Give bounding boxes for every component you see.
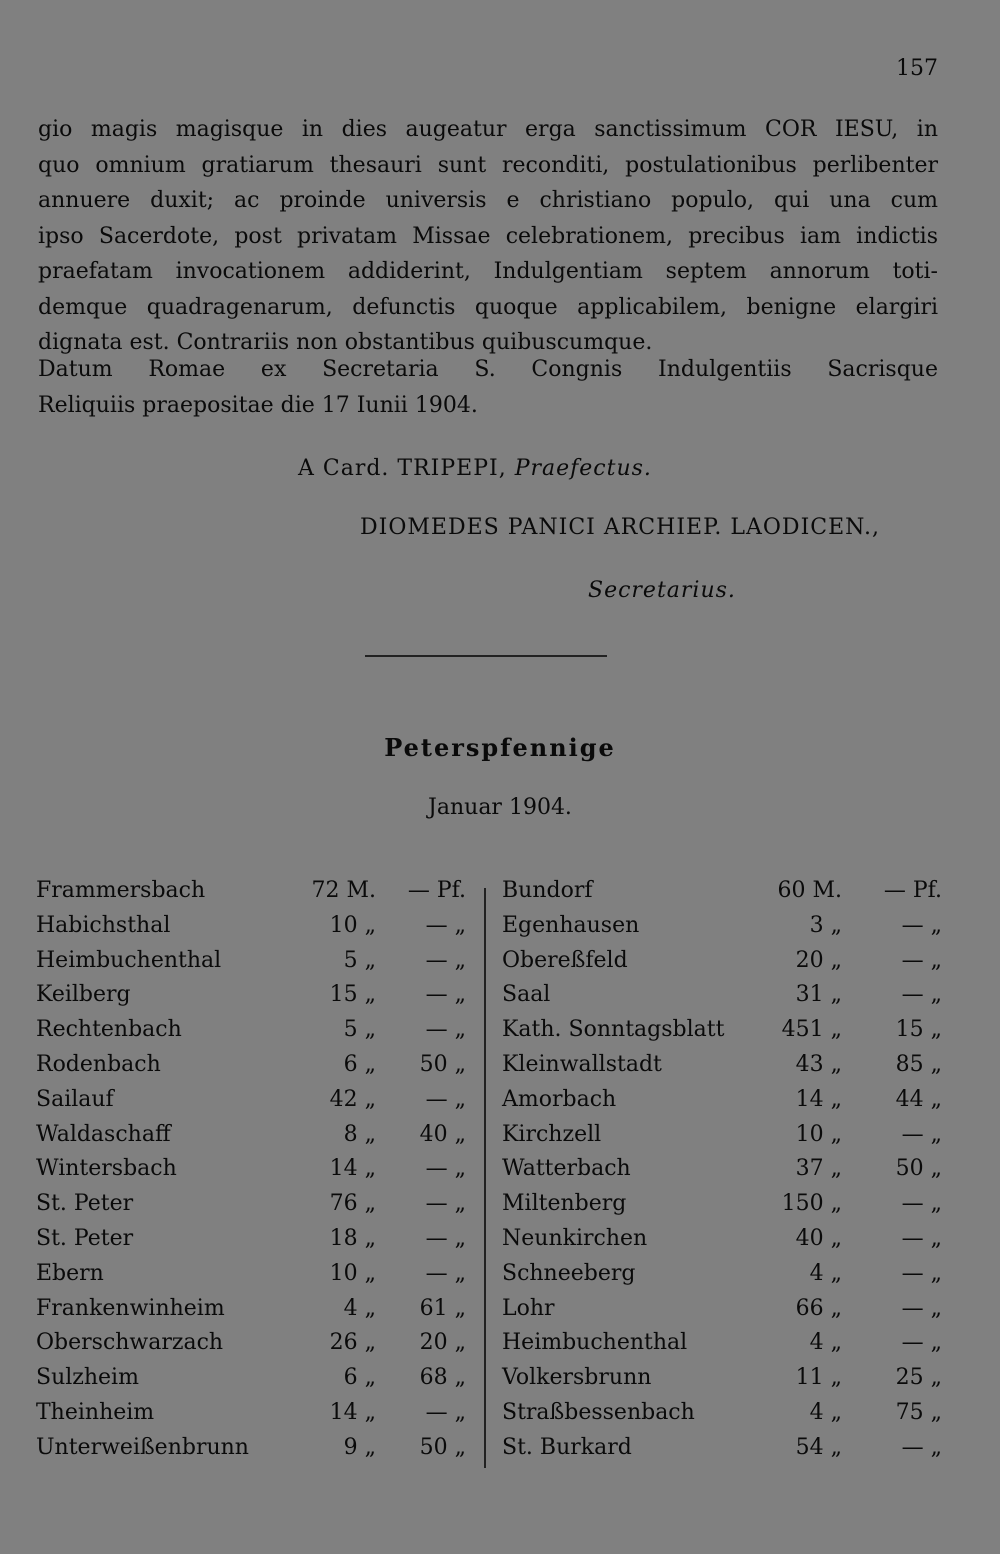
place-name: St. Peter (36, 1191, 134, 1217)
decree-paragraph (38, 112, 938, 361)
donation-row (36, 1156, 466, 1191)
place-name: Straßbessenbach (502, 1399, 695, 1425)
donation-row (36, 948, 466, 983)
pfennig-amount: — „ (425, 1191, 466, 1217)
donation-row (36, 1052, 466, 1087)
prefect-title: Praefectus. (514, 456, 652, 481)
place-name: Bundorf (502, 878, 593, 903)
pfennig-amount: 85 „ (895, 1051, 942, 1077)
section-subheading: Januar 1904. (428, 795, 572, 820)
place-name: Sulzheim (36, 1365, 139, 1391)
pfennig-amount: — „ (901, 1330, 942, 1356)
donation-row (502, 1435, 942, 1470)
text-line: demque quadragenarum, defunctis quoque applicabilem, benigne elargiri (38, 294, 938, 320)
place-name: Neunkirchen (502, 1225, 648, 1251)
donation-row (36, 1191, 466, 1226)
place-name: Schneeberg (502, 1260, 636, 1286)
place-name: Frankenwinheim (36, 1295, 225, 1321)
text-line: quo omnium gratiarum thesauri sunt reconditi, postulationibus perlibenter (38, 152, 938, 178)
mark-amount: 18 „ (329, 1225, 376, 1251)
signature-prefect (298, 456, 652, 481)
donation-row (36, 1017, 466, 1052)
donation-row (36, 1400, 466, 1435)
mark-amount: 66 „ (795, 1295, 842, 1321)
mark-amount: 10 „ (795, 1121, 842, 1147)
donation-row (36, 1435, 466, 1470)
place-name: Wintersbach (36, 1156, 177, 1182)
pfennig-amount: — „ (901, 1434, 942, 1460)
pfennig-amount: 50 „ (419, 1434, 466, 1460)
donation-row (36, 878, 466, 913)
pfennig-amount: — „ (425, 1399, 466, 1425)
donation-row (502, 948, 942, 983)
pfennig-amount: — „ (901, 1225, 942, 1251)
pfennig-amount: 50 „ (895, 1156, 942, 1182)
donation-row (502, 1261, 942, 1296)
pfennig-amount: — „ (425, 912, 466, 938)
donation-row (502, 1156, 942, 1191)
place-name: St. Peter (36, 1225, 134, 1251)
text-line: gio magis magisque in dies augeatur erga sanctissimum COR IESU, in (38, 117, 938, 142)
mark-amount: 72 M. (311, 878, 376, 903)
pfennig-amount: — Pf. (407, 878, 466, 903)
donation-row (502, 1226, 942, 1261)
mark-amount: 150 „ (781, 1191, 842, 1217)
donations-left-column (36, 878, 466, 1470)
donation-row (502, 1052, 942, 1087)
pfennig-amount: — „ (901, 912, 942, 938)
place-name: St. Burkard (502, 1434, 632, 1460)
mark-amount: 11 „ (795, 1365, 842, 1391)
prefect-name: A Card. TRIPEPI, (298, 456, 515, 481)
place-name: Ebern (36, 1260, 104, 1286)
mark-amount: 76 „ (329, 1191, 376, 1217)
date-paragraph (38, 352, 938, 423)
donation-row (502, 982, 942, 1017)
donation-row (502, 1191, 942, 1226)
pfennig-amount: — „ (425, 1086, 466, 1112)
place-name: Habichsthal (36, 912, 171, 938)
pfennig-amount: — „ (901, 1260, 942, 1286)
pfennig-amount: 15 „ (895, 1017, 942, 1043)
section-heading: Peterspfennige (384, 733, 616, 762)
place-name: Obereßfeld (502, 947, 628, 973)
text-line: ipso Sacerdote, post privatam Missae celebrationem, precibus iam indictis (38, 223, 938, 249)
column-divider (484, 888, 486, 1468)
pfennig-amount: 20 „ (419, 1330, 466, 1356)
donation-row (36, 1226, 466, 1261)
text-line: dignata est. Contrariis non obstantibus quibuscumque. (38, 330, 653, 355)
place-name: Unterweißenbrunn (36, 1434, 249, 1460)
mark-amount: 60 M. (777, 878, 842, 903)
mark-amount: 10 „ (329, 1260, 376, 1286)
donation-row (36, 1296, 466, 1331)
pfennig-amount: — „ (901, 1295, 942, 1321)
mark-amount: 14 „ (329, 1156, 376, 1182)
mark-amount: 4 „ (809, 1330, 842, 1356)
donation-row (502, 1330, 942, 1365)
donation-row (502, 1400, 942, 1435)
donation-row (36, 1122, 466, 1157)
pfennig-amount: 50 „ (419, 1051, 466, 1077)
page-number: 157 (896, 56, 938, 81)
place-name: Amorbach (502, 1086, 617, 1112)
mark-amount: 15 „ (329, 982, 376, 1008)
mark-amount: 10 „ (329, 912, 376, 938)
mark-amount: 26 „ (329, 1330, 376, 1356)
mark-amount: 4 „ (343, 1295, 376, 1321)
pfennig-amount: 44 „ (895, 1086, 942, 1112)
pfennig-amount: 75 „ (895, 1399, 942, 1425)
place-name: Waldaschaff (36, 1121, 171, 1147)
place-name: Sailauf (36, 1086, 114, 1112)
place-name: Oberschwarzach (36, 1330, 224, 1356)
pfennig-amount: — „ (901, 1121, 942, 1147)
donations-right-column (502, 878, 942, 1470)
donation-row (502, 1365, 942, 1400)
donation-row (36, 1087, 466, 1122)
pfennig-amount: — „ (425, 982, 466, 1008)
mark-amount: 4 „ (809, 1399, 842, 1425)
mark-amount: 37 „ (795, 1156, 842, 1182)
pfennig-amount: 61 „ (419, 1295, 466, 1321)
place-name: Miltenberg (502, 1191, 627, 1217)
mark-amount: 40 „ (795, 1225, 842, 1251)
place-name: Keilberg (36, 982, 131, 1008)
mark-amount: 3 „ (809, 912, 842, 938)
donation-row (502, 1017, 942, 1052)
mark-amount: 42 „ (329, 1086, 376, 1112)
mark-amount: 6 „ (343, 1051, 376, 1077)
place-name: Rodenbach (36, 1051, 161, 1077)
pfennig-amount: — „ (425, 1260, 466, 1286)
place-name: Kleinwallstadt (502, 1051, 662, 1077)
mark-amount: 9 „ (343, 1434, 376, 1460)
signature-archbishop: DIOMEDES PANICI ARCHIEP. LAODICEN., (360, 515, 880, 540)
section-divider (365, 655, 607, 657)
mark-amount: 5 „ (343, 1017, 376, 1043)
place-name: Kirchzell (502, 1121, 602, 1147)
text-line: Datum Romae ex Secretaria S. Congnis Indulgentiis Sacrisque (38, 357, 938, 382)
place-name: Frammersbach (36, 878, 206, 903)
place-name: Egenhausen (502, 912, 640, 938)
place-name: Lohr (502, 1295, 555, 1321)
donation-row (502, 878, 942, 913)
mark-amount: 54 „ (795, 1434, 842, 1460)
place-name: Heimbuchenthal (36, 947, 222, 973)
donation-row (36, 982, 466, 1017)
donation-row (502, 1122, 942, 1157)
place-name: Watterbach (502, 1156, 631, 1182)
mark-amount: 451 „ (781, 1017, 842, 1043)
place-name: Kath. Sonntagsblatt (502, 1017, 725, 1043)
pfennig-amount: — „ (901, 982, 942, 1008)
pfennig-amount: — „ (425, 947, 466, 973)
pfennig-amount: 25 „ (895, 1365, 942, 1391)
donation-row (502, 913, 942, 948)
mark-amount: 20 „ (795, 947, 842, 973)
mark-amount: 6 „ (343, 1365, 376, 1391)
place-name: Saal (502, 982, 551, 1008)
donation-row (36, 1261, 466, 1296)
pfennig-amount: 68 „ (419, 1365, 466, 1391)
text-line: annuere duxit; ac proinde universis e christiano populo, qui una cum (38, 188, 938, 213)
pfennig-amount: — „ (901, 1191, 942, 1217)
mark-amount: 8 „ (343, 1121, 376, 1147)
place-name: Volkersbrunn (502, 1365, 652, 1391)
donation-row (36, 1365, 466, 1400)
place-name: Theinheim (36, 1399, 155, 1425)
pfennig-amount: — Pf. (883, 878, 942, 903)
pfennig-amount: — „ (425, 1225, 466, 1251)
mark-amount: 31 „ (795, 982, 842, 1008)
pfennig-amount: 40 „ (419, 1121, 466, 1147)
pfennig-amount: — „ (425, 1017, 466, 1043)
donation-row (36, 1330, 466, 1365)
text-line: Reliquiis praepositae die 17 Iunii 1904. (38, 392, 478, 418)
donation-row (502, 1296, 942, 1331)
mark-amount: 5 „ (343, 947, 376, 973)
donation-row (36, 913, 466, 948)
place-name: Rechtenbach (36, 1017, 182, 1043)
signature-secretary: Secretarius. (588, 578, 736, 603)
pfennig-amount: — „ (901, 947, 942, 973)
donation-row (502, 1087, 942, 1122)
mark-amount: 43 „ (795, 1051, 842, 1077)
place-name: Heimbuchenthal (502, 1330, 688, 1356)
mark-amount: 4 „ (809, 1260, 842, 1286)
pfennig-amount: — „ (425, 1156, 466, 1182)
mark-amount: 14 „ (329, 1399, 376, 1425)
text-line: praefatam invocationem addiderint, Indulgentiam septem annorum toti- (38, 259, 938, 284)
mark-amount: 14 „ (795, 1086, 842, 1112)
